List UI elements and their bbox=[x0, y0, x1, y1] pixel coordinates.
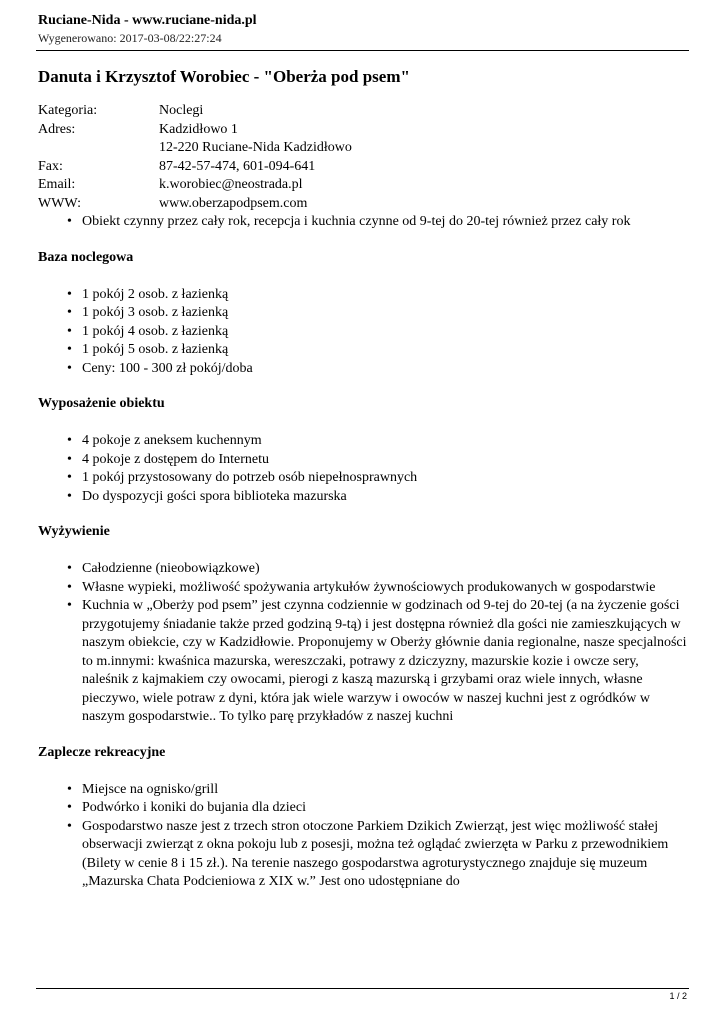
list-item: • 4 pokoje z aneksem kuchennym bbox=[82, 432, 688, 451]
list-zaplecze bbox=[38, 781, 688, 892]
fax-row bbox=[38, 158, 352, 177]
category-label: Kategoria: bbox=[38, 103, 98, 118]
list-item: • Własne wypieki, możliwość spożywania artykułów żywnościowych produkowanych w gospodarstwie bbox=[82, 579, 688, 598]
list-item: • Miejsce na ognisko/grill bbox=[82, 781, 688, 800]
site-title: Ruciane-Nida - www.ruciane-nida.pl bbox=[38, 13, 257, 28]
section-heading-baza: Baza noclegowa bbox=[38, 249, 134, 265]
email-label: Email: bbox=[38, 177, 76, 192]
generated-timestamp: Wygenerowano: 2017-03-08/22:27:24 bbox=[38, 31, 222, 45]
page-number: 1 / 2 bbox=[669, 991, 687, 1001]
list-item: • 1 pokój 5 osob. z łazienką bbox=[82, 341, 688, 360]
category-row bbox=[38, 102, 352, 121]
list-item: • Do dyspozycji gości spora biblioteka mazurska bbox=[82, 488, 688, 507]
list-item: • Podwórko i koniki do bujania dla dzieci bbox=[82, 799, 688, 818]
list-item: • 4 pokoje z dostępem do Internetu bbox=[82, 451, 688, 470]
section-heading-wyposazenie: Wyposażenie obiektu bbox=[38, 396, 165, 411]
section-heading-wyzywienie: Wyżywienie bbox=[38, 524, 110, 539]
page-title: Danuta i Krzysztof Worobiec - "Oberża pod psem" bbox=[38, 67, 410, 86]
list-item: • Obiekt czynny przez cały rok, recepcja i kuchnia czynne od 9-tej do 20-tej również przez cały rok bbox=[82, 213, 688, 232]
address-line1: Kadzidłowo 1 bbox=[159, 121, 238, 137]
document-body bbox=[38, 66, 688, 892]
address-label: Adres: bbox=[38, 121, 76, 137]
list-item: • Całodzienne (nieobowiązkowe) bbox=[82, 560, 688, 579]
page-header bbox=[38, 12, 257, 46]
email-value[interactable]: k.worobiec@neostrada.pl bbox=[159, 177, 303, 192]
section-heading-zaplecze: Zaplecze rekreacyjne bbox=[38, 744, 166, 760]
list-item: • Gospodarstwo nasze jest z trzech stron otoczone Parkiem Dzikich Zwierząt, jest więc możliwość stałej obserwacji zwierząt z okna pokoju lub z posesji, można też oglądać zwierzęta w Parku z przewodnikiem (Bilety w cenie 8 i 15 zł.). Na terenie naszego gospodarstwa agroturystycznego znajduje się muzeum „Mazurska Chata Podcieniowa z XIX w.” Jest ono udostępniane do bbox=[82, 818, 688, 892]
address-line2: 12-220 Ruciane-Nida Kadzidłowo bbox=[159, 140, 352, 155]
list-wyzywienie bbox=[38, 560, 688, 727]
list-wyposazenie bbox=[38, 432, 688, 506]
address-row-2 bbox=[38, 139, 352, 158]
fax-value: 87-42-57-474, 601-094-641 bbox=[159, 158, 316, 174]
list-item: • 1 pokój przystosowany do potrzeb osób niepełnosprawnych bbox=[82, 469, 688, 488]
list-item: • 1 pokój 3 osob. z łazienką bbox=[82, 304, 688, 323]
list-item: • Ceny: 100 - 300 zł pokój/doba bbox=[82, 360, 688, 379]
fax-label: Fax: bbox=[38, 158, 63, 174]
www-row bbox=[38, 195, 352, 214]
www-label: WWW: bbox=[38, 195, 82, 211]
footer-divider bbox=[36, 988, 689, 989]
email-row bbox=[38, 176, 352, 195]
address-row bbox=[38, 121, 352, 140]
list-baza bbox=[38, 286, 688, 379]
header-divider bbox=[36, 50, 689, 51]
www-value[interactable]: www.oberzapodpsem.com bbox=[159, 195, 308, 211]
list-item: • Kuchnia w „Oberży pod psem” jest czynna codziennie w godzinach od 9-tej do 20-tej (a na życzenie gości przygotujemy śniadanie także przed godziną 9-tą) i jest dostępna również dla gości nie zamieszkujących w naszym obiekcie, czy w Kadzidłowie. Proponujemy w Oberży głównie dania regionalne, nasze specjalności to m.innymi: kwaśnica mazurska, wereszczaki, potrawy z dziczyzny, mazurskie kozie i owcze sery, naleśnik z kajmakiem czy owocami, pierogi z kaszą mazurską i grzybami oraz wiele innych, własne pieczywo, wiele potraw z dyni, która jak wiele warzyw i owoców w naszej kuchni jest z ogródków w naszym gospodarstwie.. To tylko parę przykładów z naszej kuchni bbox=[82, 597, 688, 727]
category-value: Noclegi bbox=[159, 103, 204, 118]
list-item: • 1 pokój 4 osob. z łazienką bbox=[82, 323, 688, 342]
list-item: • 1 pokój 2 osob. z łazienką bbox=[82, 286, 688, 305]
info-table bbox=[38, 102, 352, 213]
intro-list bbox=[38, 213, 688, 232]
